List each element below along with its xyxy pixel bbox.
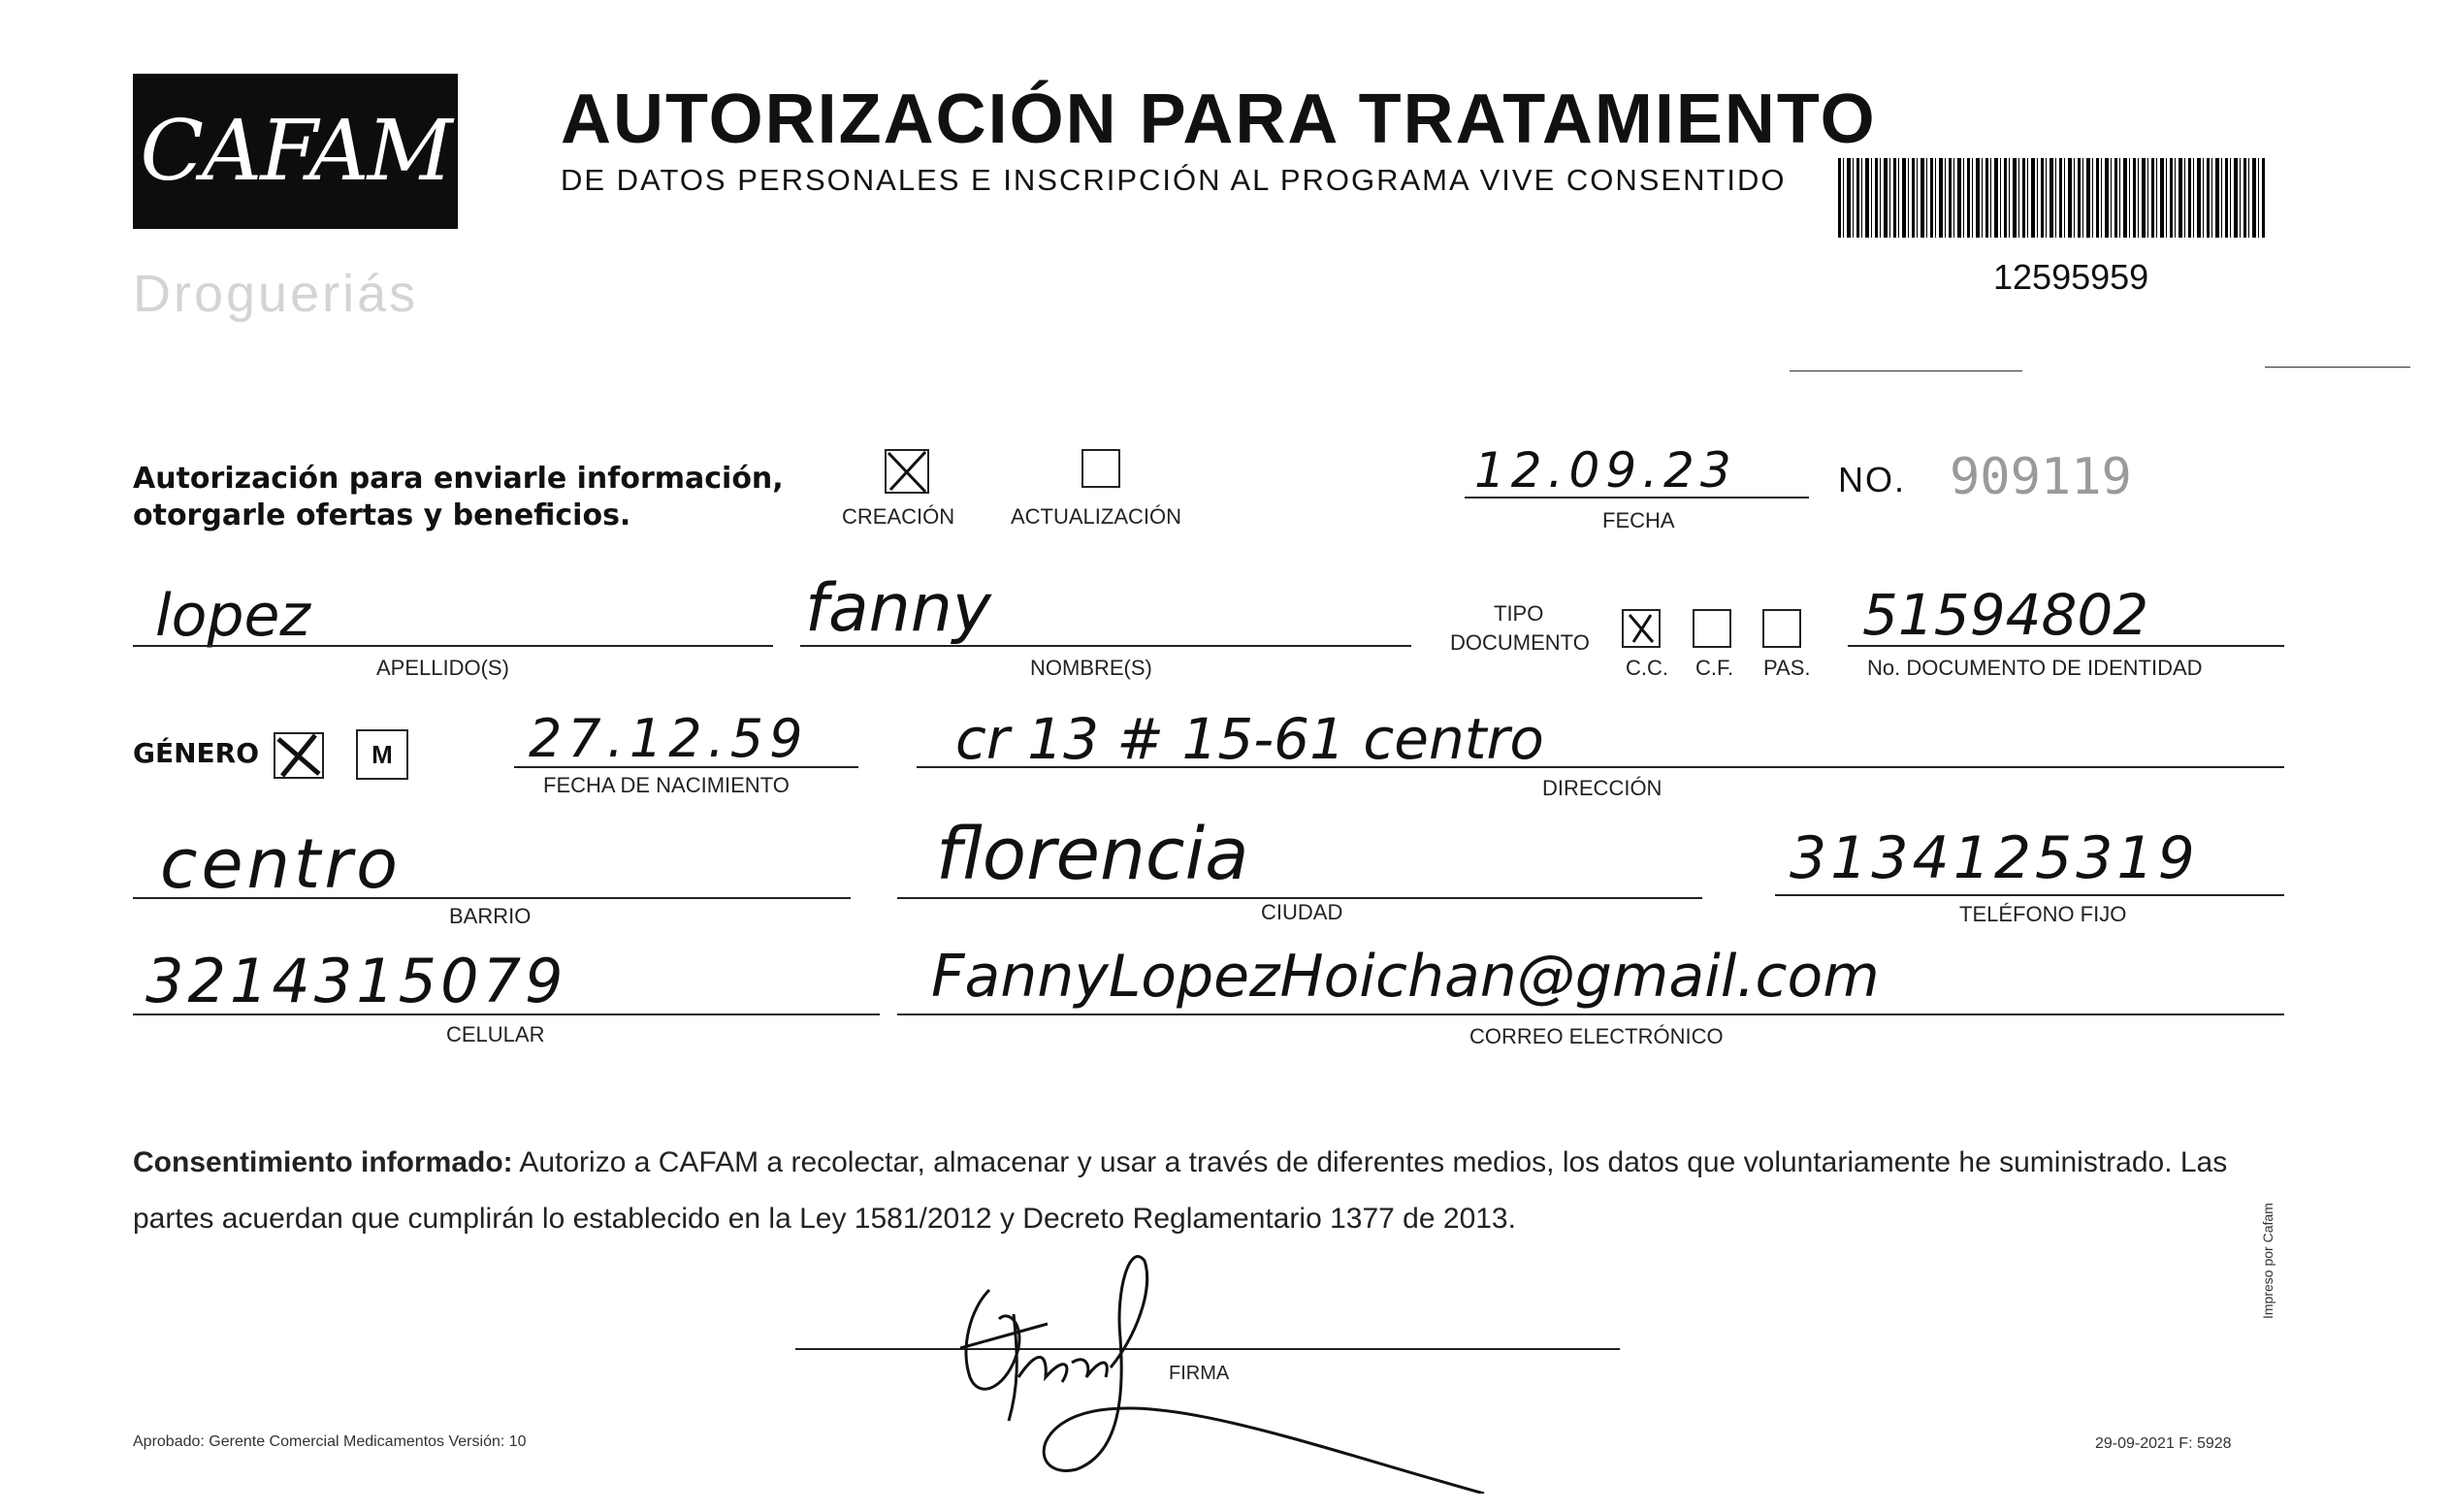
celular-value[interactable]: 3214315079: [145, 946, 567, 1016]
form-subtitle: DE DATOS PERSONALES E INSCRIPCIÓN AL PROGRAMA VIVE CONSENTIDO: [561, 163, 1787, 197]
nacimiento-line: [514, 766, 858, 768]
footer-left: Aprobado: Gerente Comercial Medicamentos Versión: 10: [133, 1433, 527, 1450]
no-label: NO.: [1838, 460, 1907, 499]
correo-line: [897, 1013, 2284, 1015]
barrio-line: [133, 897, 851, 899]
barcode-number: 12595959: [1993, 257, 2149, 297]
ciudad-value[interactable]: florencia: [936, 813, 1249, 896]
fecha-value[interactable]: 12.09.23: [1474, 442, 1737, 499]
firma-label: FIRMA: [1169, 1363, 1230, 1384]
apellido-line: [133, 645, 773, 647]
authorization-text: [133, 461, 784, 534]
apellido-label: APELLIDO(S): [376, 656, 509, 680]
nacimiento-value[interactable]: 27.12.59: [529, 708, 809, 769]
footer-right: 29-09-2021 F: 5928: [2095, 1435, 2232, 1452]
creacion-checkbox[interactable]: [885, 449, 929, 494]
x-mark-icon: [269, 729, 327, 782]
documento-line: [1848, 645, 2284, 647]
cf-checkbox[interactable]: [1693, 609, 1731, 648]
fecha-label: FECHA: [1602, 508, 1675, 532]
consent-text: Autorizo a CAFAM a recolectar, almacenar y usar a través de diferentes medios, los datos que voluntariamente he suministrado. Las partes acuerdan que cumplirán lo establecido en la Ley 1581/2012 y Decreto Reglamentario 1377 de 2013.: [133, 1146, 2228, 1235]
celular-line: [133, 1013, 880, 1015]
form-title: AUTORIZACIÓN PARA TRATAMIENTO: [561, 80, 1877, 158]
genero-f-checkbox[interactable]: [269, 729, 327, 782]
genero-label: GÉNERO: [133, 737, 260, 769]
documento-value[interactable]: 51594802: [1862, 582, 2149, 648]
correo-label: CORREO ELECTRÓNICO: [1469, 1024, 1724, 1048]
pas-checkbox[interactable]: [1762, 609, 1801, 648]
nombre-label: NOMBRE(S): [1030, 656, 1152, 680]
footer-side: Impreso por Cafam: [2260, 1203, 2275, 1319]
ciudad-line: [897, 897, 1702, 899]
nombre-value[interactable]: fanny: [805, 570, 992, 647]
celular-label: CELULAR: [446, 1022, 545, 1046]
correo-value[interactable]: FannyLopezHoichan@gmail.com: [931, 943, 1880, 1011]
barrio-label: BARRIO: [449, 904, 532, 928]
cafam-logo: [133, 74, 458, 229]
telefono-label: TELÉFONO FIJO: [1959, 902, 2127, 926]
ciudad-label: CIUDAD: [1261, 900, 1343, 924]
nacimiento-label: FECHA DE NACIMIENTO: [543, 773, 790, 797]
form-number: 909119: [1950, 448, 2132, 506]
barrio-value[interactable]: centro: [160, 824, 402, 904]
genero-m-checkbox[interactable]: [356, 729, 408, 780]
telefono-line: [1775, 894, 2284, 896]
direccion-line: [917, 766, 2284, 768]
tipo-label: TIPO: [1494, 601, 1544, 626]
x-mark-icon: [1622, 609, 1661, 648]
documento-id-label: No. DOCUMENTO DE IDENTIDAD: [1867, 656, 2203, 680]
cc-checkbox[interactable]: [1622, 609, 1661, 648]
header-divider-1: [1790, 370, 2022, 371]
direccion-value[interactable]: cr 13 # 15-61 centro: [955, 706, 1544, 772]
direccion-label: DIRECCIÓN: [1542, 776, 1662, 800]
fecha-line: [1465, 497, 1809, 499]
authorization-line-2: otorgarle ofertas y beneficios.: [133, 499, 631, 532]
creacion-label: CREACIÓN: [842, 504, 955, 529]
nombre-line: [800, 645, 1411, 647]
consent-paragraph: [133, 1135, 2306, 1247]
pas-label: PAS.: [1763, 656, 1811, 680]
consent-bold: Consentimiento informado:: [133, 1146, 513, 1178]
logo-subtitle: Drogueriás: [133, 265, 419, 323]
genero-m-label: M: [371, 739, 393, 769]
barcode: [1838, 158, 2265, 238]
cf-label: C.F.: [1695, 656, 1734, 680]
telefono-value[interactable]: 3134125319: [1790, 824, 2199, 892]
documento-label: DOCUMENTO: [1450, 630, 1590, 655]
authorization-line-1: Autorización para enviarle información,: [133, 462, 784, 496]
logo-text: CAFAM: [140, 103, 451, 200]
apellido-value[interactable]: lopez: [155, 582, 310, 650]
x-mark-icon: [885, 449, 929, 494]
header-divider-2: [2265, 367, 2410, 368]
cc-label: C.C.: [1626, 656, 1668, 680]
actualizacion-label: ACTUALIZACIÓN: [1011, 504, 1182, 529]
actualizacion-checkbox[interactable]: [1081, 449, 1120, 488]
